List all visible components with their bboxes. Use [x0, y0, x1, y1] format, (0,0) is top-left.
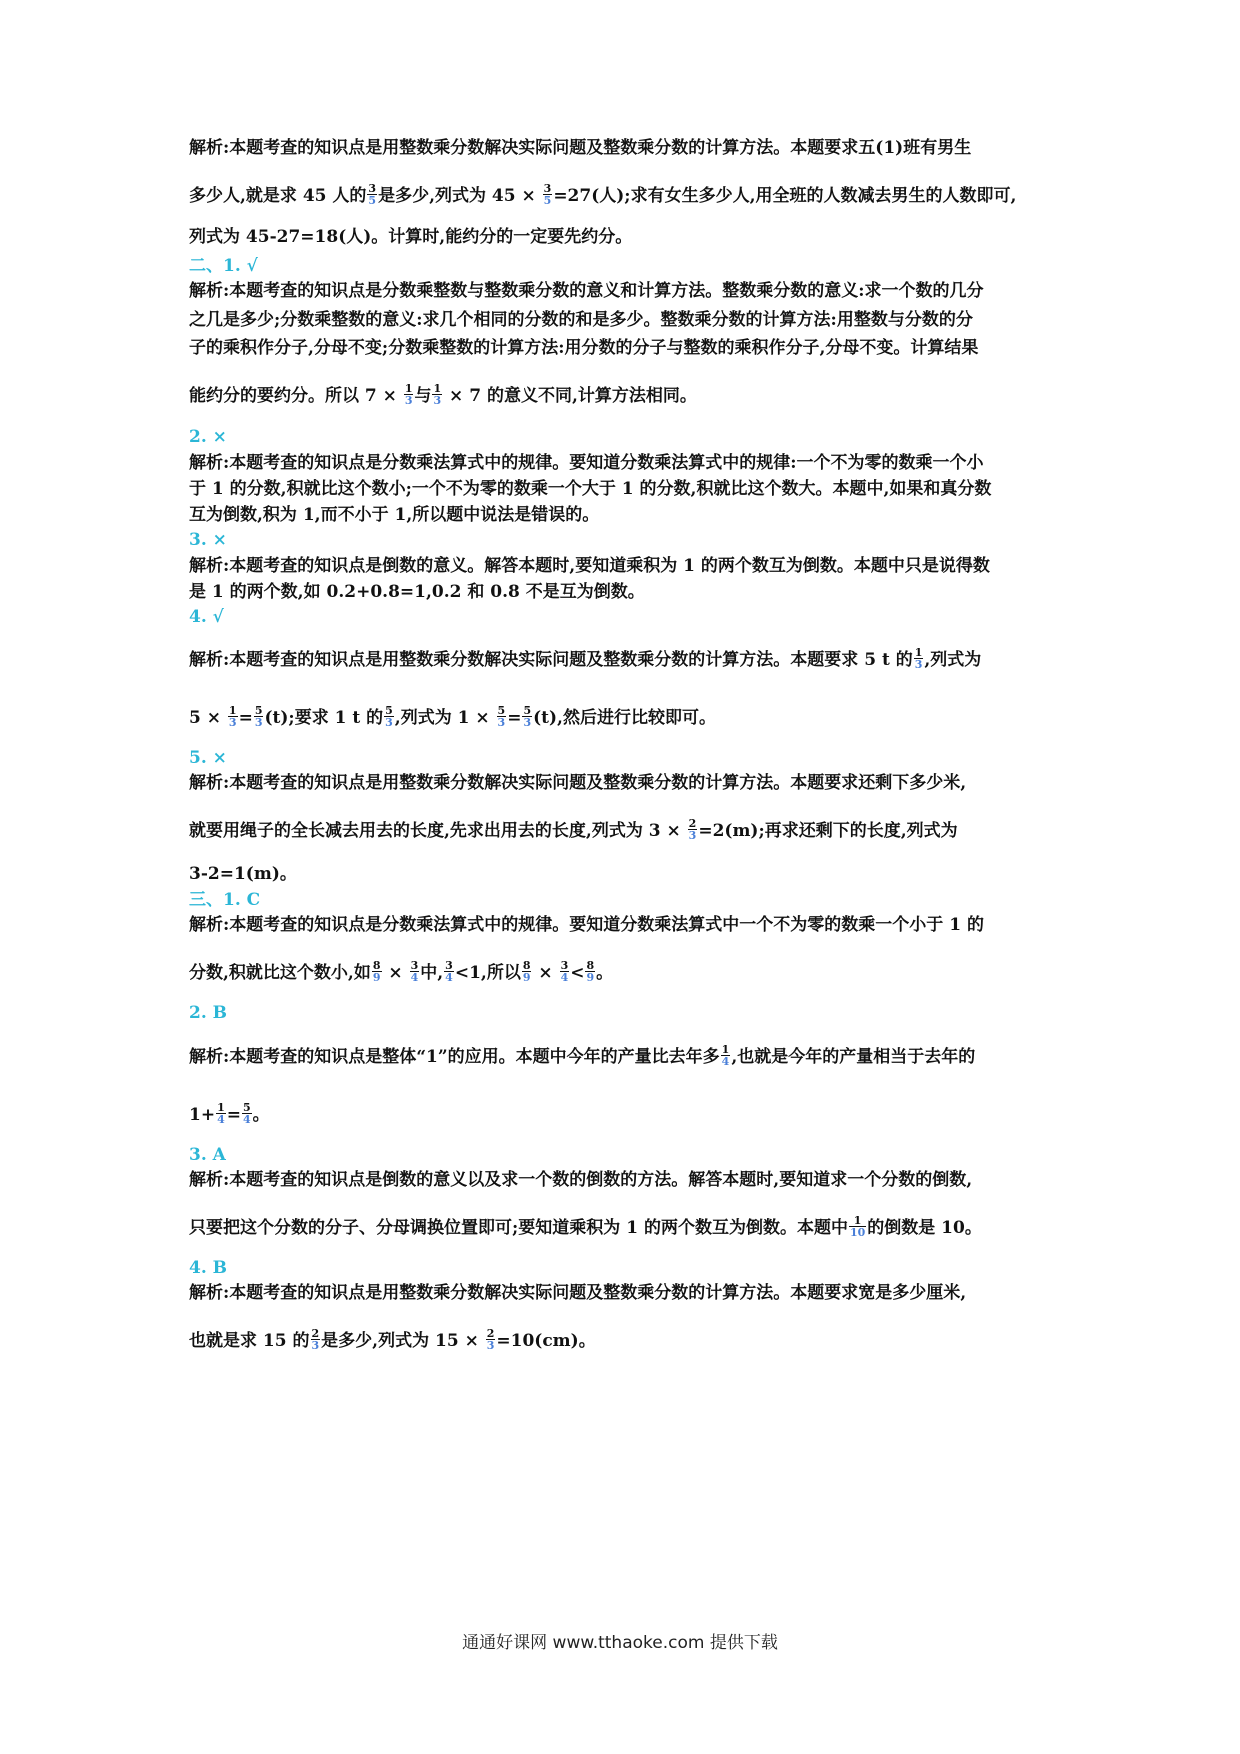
text-run: 。: [596, 963, 614, 983]
text-run: ,列式为 1 ×: [394, 708, 496, 728]
text-run: =10(cm)。: [496, 1331, 596, 1351]
text-run: 能约分的要约分。所以 7 ×: [189, 386, 403, 406]
text-run: ×: [382, 963, 409, 983]
text-run: 就要用绳子的全长减去用去的长度,先求出用去的长度,列式为 3 ×: [189, 821, 687, 841]
denominator: 9: [522, 971, 531, 984]
text-run: (t);要求 1 t 的: [264, 708, 384, 728]
text-run: 与: [414, 386, 432, 406]
denominator: 4: [242, 1113, 251, 1126]
text-run: <: [570, 963, 585, 983]
analysis-line: 列式为 45-27=18(人)。计算时,能约分的一定要先约分。: [189, 227, 633, 247]
text-run: (t),然后进行比较即可。: [533, 708, 716, 728]
analysis-line: 解析:本题考查的知识点是分数乘整数与整数乘分数的意义和计算方法。整数乘分数的意义:求一个数的几分: [189, 281, 984, 301]
denominator: 4: [560, 971, 569, 984]
numerator: 3: [445, 959, 453, 972]
fraction: [410, 960, 420, 983]
numerator: 3: [543, 182, 552, 195]
denominator: 3: [523, 716, 532, 729]
text-run: 1+: [189, 1105, 216, 1125]
numerator: 1: [433, 382, 442, 395]
text-run: =: [238, 708, 253, 728]
numerator: 3: [560, 959, 569, 972]
text-run: × 7 的意义不同,计算方法相同。: [443, 386, 697, 406]
text-run: =: [226, 1105, 241, 1125]
fraction: [404, 383, 414, 406]
text-run: 是多少,列式为 45 ×: [378, 186, 542, 206]
analysis-line: 解析:本题考查的知识点是倒数的意义以及求一个数的倒数的方法。解答本题时,要知道求一个分数的倒数,: [189, 1170, 973, 1190]
denominator: 4: [410, 971, 419, 984]
answer-label: 4. √: [189, 607, 224, 627]
fraction: [585, 960, 595, 983]
numerator: 2: [311, 1327, 320, 1340]
numerator: 1: [228, 704, 237, 717]
analysis-line: [189, 706, 1069, 730]
fraction: [311, 1328, 321, 1351]
analysis-line: 3-2=1(m)。: [189, 864, 297, 884]
analysis-line: [189, 1045, 1069, 1069]
text-run: =27(人);求有女生多少人,用全班的人数减去男生的人数即可,: [553, 186, 1017, 206]
numerator: 1: [404, 382, 413, 395]
text-run: 也就是求 15 的: [189, 1331, 310, 1351]
denominator: 10: [849, 1226, 866, 1239]
fraction: [522, 705, 532, 728]
answer-label: 二、1. √: [189, 256, 258, 276]
answer-label: 2. B: [189, 1003, 228, 1023]
analysis-line: [189, 961, 1069, 985]
fraction: [242, 1102, 252, 1125]
analysis-line: [189, 1103, 1069, 1127]
answer-label: 4. B: [189, 1258, 228, 1278]
denominator: 9: [586, 971, 595, 984]
fraction: [228, 705, 238, 728]
numerator: 2: [486, 1327, 495, 1340]
numerator: 1: [721, 1043, 730, 1056]
denominator: 5: [368, 194, 377, 207]
numerator: 1: [217, 1101, 225, 1114]
answer-label: 三、1. C: [189, 890, 261, 910]
text-run: =2(m);再求还剩下的长度,列式为: [698, 821, 958, 841]
denominator: 9: [372, 971, 381, 984]
denominator: 3: [497, 716, 506, 729]
denominator: 4: [217, 1113, 225, 1126]
denominator: 3: [914, 658, 923, 671]
numerator: 5: [497, 704, 506, 717]
numerator: 3: [410, 959, 419, 972]
text-run: 的倒数是 10。: [867, 1218, 982, 1238]
numerator: 1: [914, 646, 923, 659]
numerator: 5: [242, 1101, 251, 1114]
analysis-line: 解析:本题考查的知识点是倒数的意义。解答本题时,要知道乘积为 1 的两个数互为倒数。本题中只是说得数: [189, 556, 990, 576]
analysis-line: 之几是多少;分数乘整数的意义:求几个相同的分数的和是多少。整数乘分数的计算方法:用整数与分数的分: [189, 310, 973, 330]
numerator: 3: [368, 182, 377, 195]
analysis-line: 解析:本题考查的知识点是用整数乘分数解决实际问题及整数乘分数的计算方法。本题要求五(1)班有男生: [189, 138, 972, 158]
denominator: 5: [543, 194, 552, 207]
analysis-line: 解析:本题考查的知识点是用整数乘分数解决实际问题及整数乘分数的计算方法。本题要求宽是多少厘米,: [189, 1283, 967, 1303]
text-run: 中,: [420, 963, 444, 983]
analysis-line: [189, 184, 1069, 208]
analysis-line: 子的乘积作分子,分母不变;分数乘整数的计算方法:用分数的分子与整数的乘积作分子,分母不变。计算结果: [189, 338, 979, 358]
denominator: 3: [254, 716, 263, 729]
fraction: [367, 183, 377, 206]
denominator: 3: [385, 716, 393, 729]
text-run: 是多少,列式为 15 ×: [321, 1331, 485, 1351]
answer-label: 5. ×: [189, 748, 227, 768]
fraction: [384, 705, 394, 728]
analysis-line: [189, 384, 1069, 408]
text-run: ×: [532, 963, 559, 983]
fraction: [372, 960, 382, 983]
analysis-line: 解析:本题考查的知识点是分数乘法算式中的规律。要知道分数乘法算式中的规律:一个不为零的数乘一个小: [189, 453, 984, 473]
analysis-line: [189, 1329, 1069, 1353]
text-run: ,列式为: [924, 650, 982, 670]
text-run: 分数,积就比这个数小,如: [189, 963, 371, 983]
fraction: [849, 1215, 866, 1238]
text-run: 只要把这个分数的分子、分母调换位置即可;要知道乘积为 1 的两个数互为倒数。本题中: [189, 1218, 848, 1238]
numerator: 8: [522, 959, 531, 972]
page-footer: 通通好课网 www.tthaoke.com 提供下载: [462, 1633, 778, 1653]
analysis-line: 是 1 的两个数,如 0.2+0.8=1,0.2 和 0.8 不是互为倒数。: [189, 582, 645, 602]
fraction: [914, 647, 924, 670]
fraction: [497, 705, 507, 728]
answer-label: 3. ×: [189, 530, 227, 550]
fraction: [688, 818, 698, 841]
denominator: 3: [228, 716, 237, 729]
text-run: 5 ×: [189, 708, 227, 728]
denominator: 3: [486, 1339, 495, 1352]
text-run: =: [507, 708, 522, 728]
denominator: 4: [445, 971, 453, 984]
analysis-line: 互为倒数,积为 1,而不小于 1,所以题中说法是错误的。: [189, 505, 600, 525]
numerator: 8: [586, 959, 595, 972]
text-run: 。: [252, 1105, 270, 1125]
fraction: [560, 960, 570, 983]
analysis-line: 于 1 的分数,积就比这个数小;一个不为零的数乘一个大于 1 的分数,积就比这个数大。本题中,如果和真分数: [189, 479, 992, 499]
analysis-line: 解析:本题考查的知识点是分数乘法算式中的规律。要知道分数乘法算式中一个不为零的数乘一个小于 1 的: [189, 915, 984, 935]
fraction: [543, 183, 553, 206]
denominator: 3: [404, 394, 413, 407]
analysis-line: [189, 648, 1069, 672]
fraction: [432, 383, 442, 406]
text-run: ,也就是今年的产量相当于去年的: [731, 1047, 976, 1067]
answer-label: 3. A: [189, 1145, 226, 1165]
text-run: 解析:本题考查的知识点是整体“1”的应用。本题中今年的产量比去年多: [189, 1047, 720, 1067]
text-run: 解析:本题考查的知识点是用整数乘分数解决实际问题及整数乘分数的计算方法。本题要求 5 t 的: [189, 650, 913, 670]
fraction: [254, 705, 264, 728]
fraction: [522, 960, 532, 983]
numerator: 2: [688, 817, 697, 830]
numerator: 5: [385, 704, 393, 717]
text-run: <1,所以: [454, 963, 521, 983]
fraction: [216, 1102, 226, 1125]
analysis-line: 解析:本题考查的知识点是用整数乘分数解决实际问题及整数乘分数的计算方法。本题要求还剩下多少米,: [189, 773, 967, 793]
denominator: 3: [433, 394, 442, 407]
fraction: [721, 1044, 731, 1067]
denominator: 3: [688, 829, 697, 842]
numerator: 5: [523, 704, 532, 717]
analysis-line: [189, 819, 1069, 843]
fraction: [444, 960, 454, 983]
numerator: 1: [849, 1215, 866, 1227]
numerator: 8: [372, 959, 381, 972]
denominator: 3: [311, 1339, 320, 1352]
numerator: 5: [254, 704, 263, 717]
answer-label: 2. ×: [189, 427, 227, 447]
denominator: 4: [721, 1055, 730, 1068]
analysis-line: [189, 1216, 1069, 1240]
fraction: [486, 1328, 496, 1351]
text-run: 多少人,就是求 45 人的: [189, 186, 367, 206]
